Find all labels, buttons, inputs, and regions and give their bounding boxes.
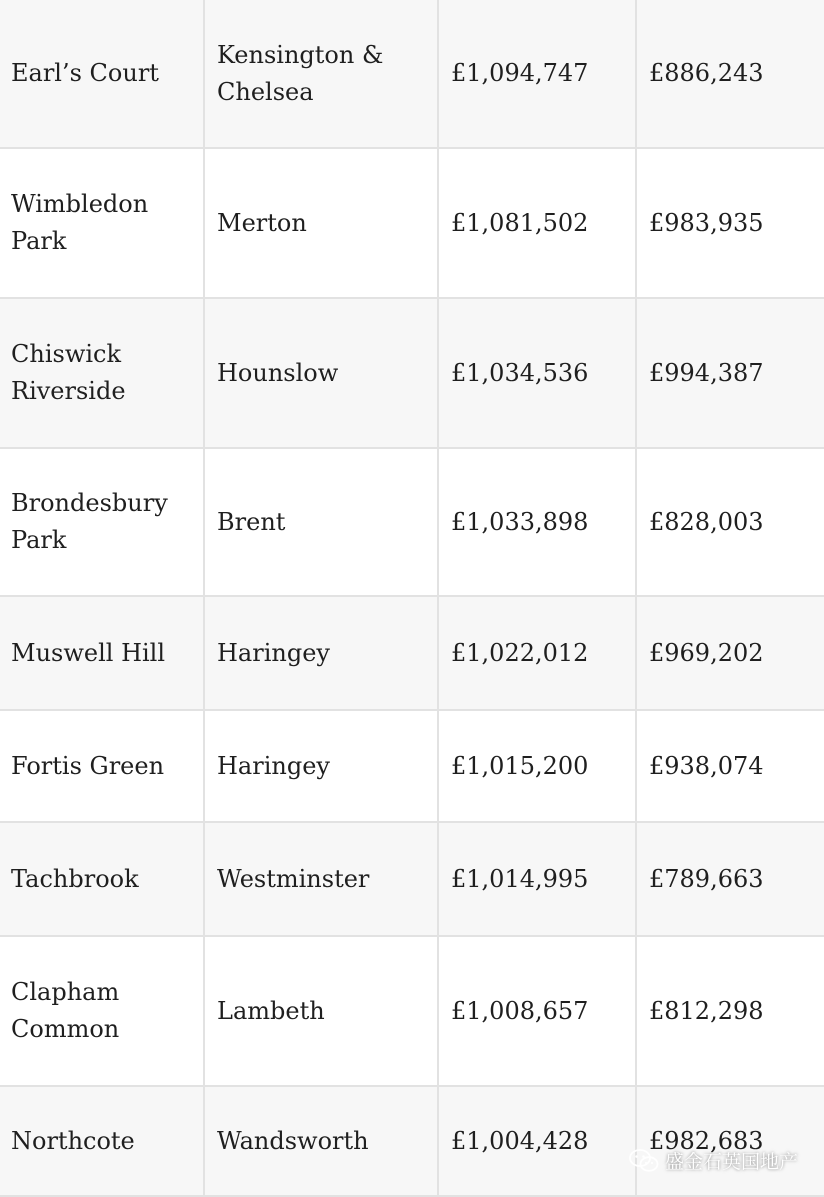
price-b-cell: £982,683 [636,1086,824,1196]
table-row [0,448,824,596]
price-a-cell: £1,004,428 [438,1086,636,1196]
table-row [0,936,824,1086]
table-row [0,822,824,936]
borough-cell: Brent [204,448,438,596]
table-row [0,710,824,822]
area-cell: Chiswick Riverside [0,298,204,448]
price-a-cell: £1,014,995 [438,822,636,936]
price-b-cell: £994,387 [636,298,824,448]
price-b-cell: £938,074 [636,710,824,822]
borough-cell: Kensington & Chelsea [204,0,438,148]
price-a-cell: £1,022,012 [438,596,636,710]
area-cell: Earl’s Court [0,0,204,148]
price-a-cell: £1,033,898 [438,448,636,596]
borough-cell: Hounslow [204,298,438,448]
borough-cell: Lambeth [204,936,438,1086]
area-cell: Muswell Hill [0,596,204,710]
watermark [629,1147,798,1174]
price-a-cell: £1,008,657 [438,936,636,1086]
price-b-cell: £983,935 [636,148,824,298]
wechat-icon [629,1149,659,1173]
price-b-cell: £969,202 [636,596,824,710]
price-b-cell: £886,243 [636,0,824,148]
price-a-cell: £1,081,502 [438,148,636,298]
price-a-cell: £1,094,747 [438,0,636,148]
table-row [0,1086,824,1196]
borough-cell: Haringey [204,710,438,822]
price-a-cell: £1,034,536 [438,298,636,448]
price-a-cell: £1,015,200 [438,710,636,822]
table-row [0,0,824,148]
borough-cell: Westminster [204,822,438,936]
area-cell: Brondesbury Park [0,448,204,596]
price-b-cell: £828,003 [636,448,824,596]
area-cell: Fortis Green [0,710,204,822]
watermark-text: 盛金石英国地产 [664,1151,798,1173]
table-row [0,148,824,298]
area-cell: Northcote [0,1086,204,1196]
borough-cell: Haringey [204,596,438,710]
borough-cell: Wandsworth [204,1086,438,1196]
price-b-cell: £789,663 [636,822,824,936]
table-row [0,298,824,448]
table-row [0,596,824,710]
borough-cell: Merton [204,148,438,298]
price-b-cell: £812,298 [636,936,824,1086]
area-cell: Tachbrook [0,822,204,936]
area-cell: Wimbledon Park [0,148,204,298]
area-cell: Clapham Common [0,936,204,1086]
